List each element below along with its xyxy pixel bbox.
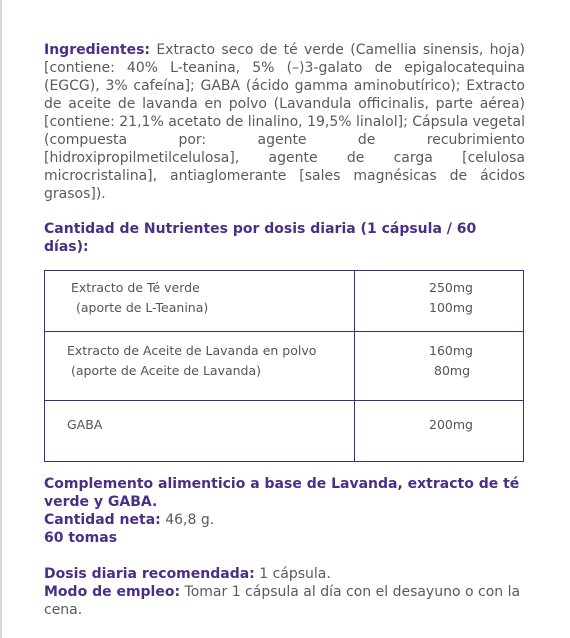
nutrient-subname: (aporte de Aceite de Lavanda) bbox=[71, 363, 262, 378]
net-quantity-label: Cantidad neta: bbox=[44, 512, 161, 528]
usage-mode-value: Tomar 1 cápsula al día con el desayuno o con la cena. bbox=[44, 584, 521, 618]
table-row bbox=[45, 401, 524, 462]
doses-count: 60 tomas bbox=[44, 530, 118, 546]
label-content bbox=[44, 41, 525, 619]
ingredients-paragraph bbox=[44, 41, 525, 203]
ingredients-text: Extracto seco de té verde (Camellia sinensis, hoja) [contiene: 40% L-teanina, 5% (–)3-galato de epigalocatequina (EGCG), 3% cafeína]; GABA (ácido gamma aminobutírico); Extracto de aceite de lavanda en polvo (Lavandula officinalis, parte aérea) [contiene: 21,1% acetato de linalino, 19,5% linalol]; Cápsula vegetal (compuesta por: agente de recubrimiento [hidroxipropilmetilcelulosa], agente de carga [celulosa microcristalina], antiaglomerante [sales magnésicas de ácidos grasos]). bbox=[44, 42, 525, 202]
usage-block bbox=[44, 565, 525, 619]
nutrient-qty: 160mg bbox=[429, 343, 473, 358]
net-quantity bbox=[44, 511, 525, 529]
table-row bbox=[45, 271, 524, 332]
nutrient-name-cell bbox=[45, 332, 355, 401]
nutrient-qty: 250mg bbox=[429, 280, 473, 295]
daily-dose-label: Dosis diaria recomendada: bbox=[44, 566, 255, 582]
page-left-border bbox=[0, 0, 2, 638]
nutrient-name-cell bbox=[45, 401, 355, 462]
ingredients-label: Ingredientes: bbox=[44, 42, 150, 58]
complement-block bbox=[44, 475, 525, 547]
nutrient-subqty: 80mg bbox=[434, 363, 471, 378]
nutrient-qty-cell bbox=[355, 401, 524, 462]
daily-dose-value: 1 cápsula. bbox=[259, 566, 331, 582]
nutrients-table bbox=[44, 270, 524, 462]
nutrient-qty: 200mg bbox=[429, 417, 473, 432]
nutrient-subqty: 100mg bbox=[429, 300, 473, 315]
complement-description: Complemento alimenticio a base de Lavanda, extracto de té verde y GABA. bbox=[44, 476, 520, 510]
usage-mode-label: Modo de empleo: bbox=[44, 584, 181, 600]
nutrient-name-cell bbox=[45, 271, 355, 332]
table-row bbox=[45, 332, 524, 401]
nutrient-name: GABA bbox=[67, 417, 103, 432]
nutrient-subname: (aporte de L-Teanina) bbox=[76, 300, 209, 315]
nutrient-name: Extracto de Té verde bbox=[71, 280, 200, 295]
nutrient-name: Extracto de Aceite de Lavanda en polvo bbox=[67, 343, 317, 358]
nutrient-qty-cell bbox=[355, 271, 524, 332]
usage-mode bbox=[44, 583, 525, 619]
daily-dose bbox=[44, 565, 525, 583]
nutrient-qty-cell bbox=[355, 332, 524, 401]
nutrients-title: Cantidad de Nutrientes por dosis diaria (1 cápsula / 60 días): bbox=[44, 221, 477, 255]
net-quantity-value: 46,8 g. bbox=[165, 512, 215, 528]
